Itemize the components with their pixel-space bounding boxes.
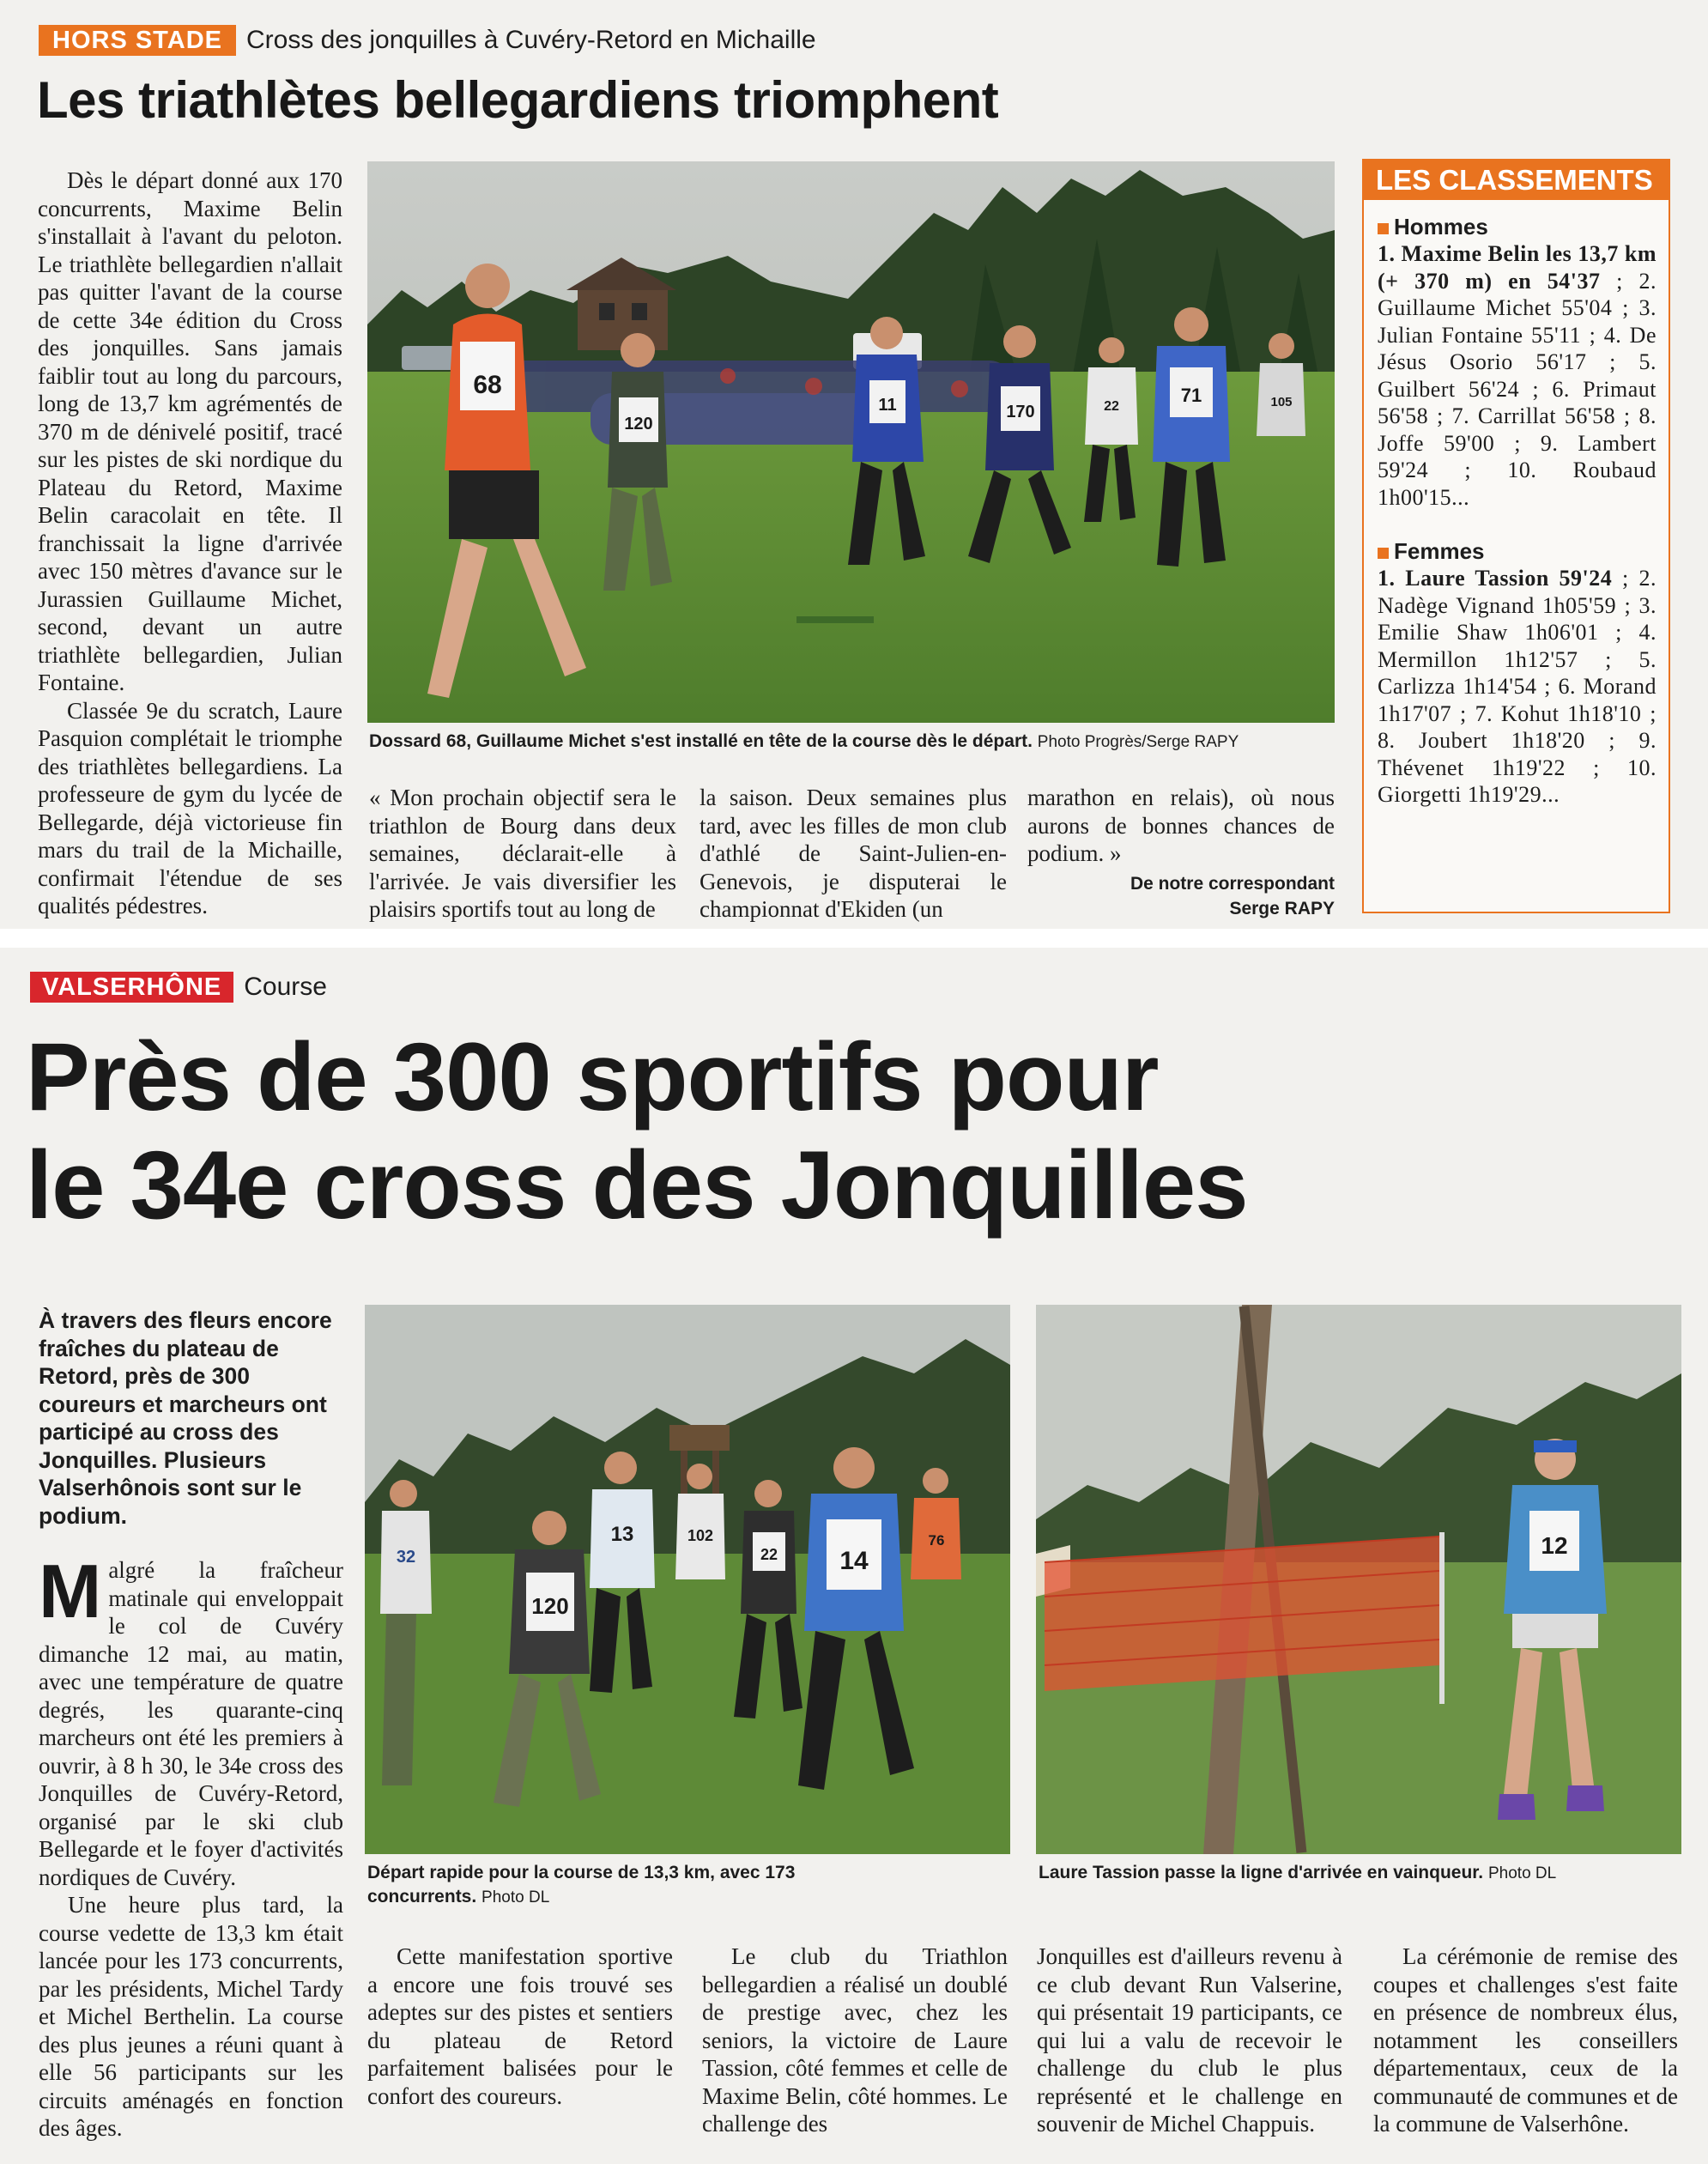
bib-number: 76 bbox=[928, 1532, 945, 1549]
headline bbox=[26, 1023, 1365, 1240]
bib-number: 102 bbox=[687, 1527, 714, 1544]
signature-line2: Serge RAPY bbox=[1229, 898, 1335, 918]
article2-rubric-row bbox=[30, 973, 327, 1002]
article2-col4: Jonquilles est d'ailleurs revenu à ce club devant Run Valserine, qui présentait 19 participants, ce qui lui a valu de recevoir le challenge du club le plus représenté et le challenge en souvenir de Michel Chappuis. bbox=[1037, 1943, 1342, 2137]
lead-paragraph: À travers des fleurs encore fraîches du plateau de Retord, près de 300 coureurs et marcheurs ont participé au cross des Jonquilles. Plusieurs Valserhônois sont sur le podium. bbox=[39, 1307, 332, 1529]
race-start-illustration bbox=[367, 161, 1335, 723]
women-heading bbox=[1378, 538, 1657, 565]
bib-number: 120 bbox=[624, 415, 653, 433]
para-1 bbox=[39, 1549, 343, 1891]
bib-number: 71 bbox=[1180, 385, 1202, 406]
caption-text: Dossard 68, Guillaume Michet s'est installé en tête de la course dès le départ. bbox=[369, 731, 1033, 751]
bib-number: 105 bbox=[1270, 395, 1293, 409]
photo2-caption bbox=[1039, 1861, 1678, 1886]
signature-line1: De notre correspondant bbox=[1130, 873, 1335, 894]
bib-number: 14 bbox=[839, 1547, 869, 1575]
headline-line2: le 34e cross des Jonquilles bbox=[26, 1131, 1248, 1239]
kicker: Course bbox=[244, 973, 327, 1001]
article2-col3: Le club du Triathlon bellegardien a réalisé un doublé de prestige avec, chez les seniors, la victoire de Laure Tassion, côté femmes et celle de Maxime Belin, côté hommes. Le challenge des bbox=[702, 1943, 1008, 2137]
rubric-tag: VALSERHÔNE bbox=[30, 972, 233, 1003]
runners-illustration bbox=[365, 1305, 1010, 1854]
men-winner: 1. Maxime Belin les 13,7 km (+ 370 m) en 54'37 bbox=[1378, 241, 1657, 294]
bullet-icon bbox=[1378, 223, 1389, 234]
winner-finish-photo bbox=[1036, 1305, 1681, 1854]
article2-col2: Cette manifestation sportive a encore une fois trouvé ses adeptes sur des pistes et sentiers du plateau de Retord parfaitement balisées pour le confort des coureurs. bbox=[367, 1943, 673, 2109]
dropcap: M bbox=[39, 1549, 102, 1634]
bib-number: 22 bbox=[760, 1546, 778, 1563]
men-rest: ; 2. Guillaume Michet 55'04 ; 3. Julian Fontaine 55'11 ; 4. De Jésus Osorio 56'17 ; 5. Guilbert 56'24 ; 6. Primaut 56'58 ; 7. Carrillat 56'58 ; 8. Joffe 59'00 ; 9. Lambert 59'24 ; 10. Roubaud 1h00'15... bbox=[1378, 268, 1657, 510]
para-2: Une heure plus tard, la course vedette de 13,3 km était lancée pour les 173 concurrents, par les présidents, Michel Tardy et Michel Berthelin. La course des plus jeunes a réuni quant à elle 56 participants sur les circuits aménagés en fonction des âges. bbox=[39, 1892, 343, 2141]
rankings-box bbox=[1362, 159, 1670, 913]
women-ranking bbox=[1378, 565, 1657, 809]
women-label: Femmes bbox=[1394, 538, 1485, 564]
bib-number: 12 bbox=[1541, 1532, 1568, 1559]
race-start-photo bbox=[367, 161, 1335, 723]
bib-number: 13 bbox=[610, 1523, 634, 1546]
article1-col2: « Mon prochain objectif sera le triathlon de Bourg dans deux semaines, déclarait-elle à l'arrivée. Je vais diversifier les plaisirs sportifs tout au long de bbox=[369, 785, 676, 922]
article1-col4 bbox=[1027, 784, 1335, 921]
rubric-tag: HORS STADE bbox=[39, 25, 236, 56]
signature bbox=[1027, 871, 1335, 921]
women-rest: ; 2. Nadège Vignand 1h05'59 ; 3. Emilie Shaw 1h06'01 ; 4. Mermillon 1h12'57 ; 5. Carlizza 1h14'54 ; 6. Morand 1h17'07 ; 7. Kohut 1h18'10 ; 8. Joubert 1h18'20 ; 9. Thévenet 1h19'22 ; 10. Giorgetti 1h19'29... bbox=[1378, 566, 1657, 807]
headline: Les triathlètes bellegardiens triomphent bbox=[37, 71, 999, 129]
race-start-photo-2 bbox=[365, 1305, 1010, 1854]
bib-number: 170 bbox=[1006, 403, 1035, 421]
caption-text: Laure Tassion passe la ligne d'arrivée en vainqueur. bbox=[1039, 1863, 1484, 1882]
bib-number: 22 bbox=[1104, 399, 1119, 414]
women-winner: 1. Laure Tassion 59'24 bbox=[1378, 566, 1613, 591]
men-ranking bbox=[1378, 240, 1657, 511]
men-label: Hommes bbox=[1394, 214, 1488, 239]
photo1-caption bbox=[367, 1861, 822, 1910]
finish-line-illustration bbox=[1036, 1305, 1681, 1854]
article1-rubric-row bbox=[39, 26, 816, 55]
headline-line1: Près de 300 sportifs pour bbox=[26, 1023, 1159, 1130]
bib-number: 120 bbox=[531, 1593, 569, 1619]
photo-credit: Photo Progrès/Serge RAPY bbox=[1037, 733, 1239, 751]
caption-text: Départ rapide pour la course de 13,3 km, avec 173 concurrents. bbox=[367, 1863, 796, 1906]
article2-col1 bbox=[39, 1549, 343, 2143]
bib-number: 32 bbox=[396, 1548, 416, 1567]
bullet-icon bbox=[1378, 548, 1389, 559]
article1-col1 bbox=[38, 167, 342, 920]
photo-credit: Photo DL bbox=[1487, 1864, 1557, 1882]
men-heading bbox=[1378, 214, 1657, 240]
photo-caption bbox=[369, 730, 1335, 755]
quote-end: marathon en relais), où nous aurons de bonnes chances de podium. » bbox=[1027, 785, 1335, 866]
photo-credit: Photo DL bbox=[482, 1888, 550, 1906]
rankings-title: LES CLASSEMENTS bbox=[1364, 161, 1669, 200]
clipping-divider bbox=[0, 929, 1708, 948]
kicker: Cross des jonquilles à Cuvéry-Retord en Michaille bbox=[245, 26, 816, 54]
para-1-text: algré la fraîcheur matinale qui enveloppait le col de Cuvéry dimanche 12 mai, au matin, avec une température de quatre degrés, les quarante-cinq marcheurs ont été les premiers à ouvrir, à 8 h 30, le 34e cross des Jonquilles de Cuvéry-Retord, organisé par le ski club Bellegarde et le foyer d'activités nordiques de Cuvéry. bbox=[39, 1557, 343, 1890]
article1-col3: la saison. Deux semaines plus tard, avec les filles de mon club d'athlé de Saint-Julien-en-Genevois, je disputerai le championnat d'Ekiden (un bbox=[700, 785, 1007, 922]
bib-number: 11 bbox=[878, 396, 897, 415]
article2-col5: La cérémonie de remise des coupes et challenges s'est faite en présence de nombreux élus, notamment les conseillers départementaux, ceux de la communauté de communes et de la commune de Valserhône. bbox=[1373, 1943, 1678, 2137]
paragraph: Dès le départ donné aux 170 concurrents, Maxime Belin s'installait à l'avant du peloton. Le triathlète bellegardien n'allait pas quitter l'avant de la course de cette 34e édition du Cross des jonquilles. Sans jamais faiblir tout au long du parcours, long de 13,7 km agrémentés de 370 m de dénivelé positif, tracé sur les pistes de ski nordique du Plateau du Retord, Maxime Belin caracolait en tête. Il franchissait la ligne d'arrivée avec 150 mètres d'avance sur le Jurassien Guillaume Michet, second, devant un autre triathlète bellegardien, Julian Fontaine. bbox=[38, 167, 342, 695]
paragraph: Classée 9e du scratch, Laure Pasquion complétait le triomphe des triathlètes bellegardiens. La professeure de gym du lycée de Bellegarde, déjà victorieuse fin mars du trail de la Michaille, confirmait l'étendue de ses qualités pédestres. bbox=[38, 697, 342, 918]
bib-number: 68 bbox=[473, 371, 502, 399]
